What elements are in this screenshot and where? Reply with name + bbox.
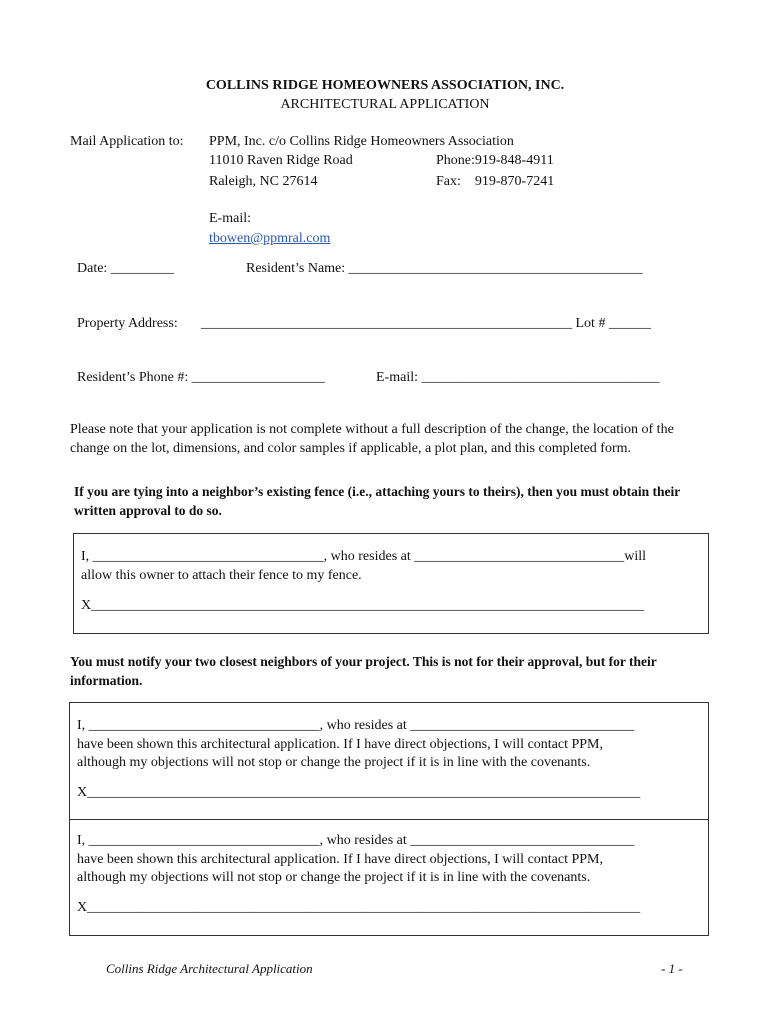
org-name: COLLINS RIDGE HOMEOWNERS ASSOCIATION, INC. (205, 78, 565, 93)
neighbor1-line1[interactable]: I, _________________________________, who resides at ________________________________ (77, 718, 635, 733)
neighbor2-line2: have been shown this architectural application. If I have direct objections, I will contact PPM, (77, 852, 604, 867)
neighbor1-line2: have been shown this architectural application. If I have direct objections, I will contact PPM, (77, 737, 604, 752)
neighbor2-line3: although my objections will not stop or change the project if it is in line with the covenants. (77, 870, 591, 885)
neighbor2-line1[interactable]: I, _________________________________, who resides at ________________________________ (77, 833, 635, 848)
neighbor1-signature-line[interactable]: X_______________________________________________________________________________ (77, 785, 641, 800)
fence-heading: If you are tying into a neighbor’s existing fence (i.e., attaching yours to theirs), then you must obtain their written approval to do so. (74, 484, 680, 518)
mail-address-line1: PPM, Inc. c/o Collins Ridge Homeowners Association (209, 134, 514, 149)
resident-name-field[interactable]: Resident’s Name: __________________________________________ (246, 261, 643, 276)
mail-fax: Fax: 919-870-7241 (436, 174, 555, 189)
mail-label: Mail Application to: (70, 134, 184, 149)
completion-note: Please note that your application is not complete without a full description of the change, the location of the change on the lot, dimensions, and color samples if applicable, a plot plan, and this completed form. (70, 422, 674, 456)
form-title: ARCHITECTURAL APPLICATION (280, 97, 490, 112)
mail-address-line3: Raleigh, NC 27614 (209, 174, 318, 189)
mail-phone: Phone:919-848-4911 (436, 153, 554, 168)
fence-approval-line1[interactable]: I, _________________________________, who resides at ______________________________will (81, 549, 647, 564)
mail-email-label: E-mail: (209, 211, 251, 226)
neighbor1-line3: although my objections will not stop or change the project if it is in line with the covenants. (77, 755, 591, 770)
mail-email-link[interactable]: tbowen@ppmral.com (209, 231, 331, 246)
fence-approval-box (73, 533, 709, 634)
neighbors-notice-box (69, 702, 709, 936)
neighbors-heading: You must notify your two closest neighbors of your project. This is not for their approval, but for their information. (70, 654, 657, 688)
resident-phone-field[interactable]: Resident’s Phone #: ___________________ (77, 370, 325, 385)
page-number: - 1 - (661, 961, 683, 976)
neighbor2-signature-line[interactable]: X_______________________________________________________________________________ (77, 900, 641, 915)
property-address-field[interactable]: _____________________________________________________ Lot # ______ (201, 316, 651, 331)
fence-signature-line[interactable]: X_______________________________________________________________________________ (81, 598, 645, 613)
neighbor-divider (70, 819, 708, 820)
mail-address-line2: 11010 Raven Ridge Road (209, 153, 353, 168)
footer-title: Collins Ridge Architectural Application (106, 961, 313, 976)
property-address-label: Property Address: (77, 316, 178, 331)
fence-approval-line2: allow this owner to attach their fence to my fence. (81, 568, 362, 583)
date-field[interactable]: Date: _________ (77, 261, 174, 276)
resident-email-field[interactable]: E-mail: __________________________________ (376, 370, 660, 385)
